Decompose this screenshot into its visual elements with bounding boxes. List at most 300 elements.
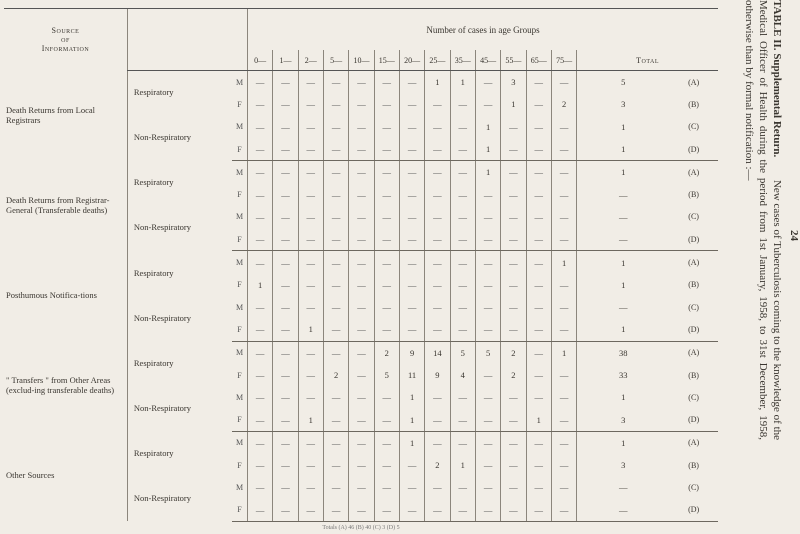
value-cell: — xyxy=(526,364,551,386)
value-cell: — xyxy=(425,499,450,522)
tuberculosis-table xyxy=(4,8,718,534)
value-cell: — xyxy=(273,296,298,318)
value-cell: — xyxy=(273,228,298,251)
sex-cell: F xyxy=(237,370,242,380)
value-cell: — xyxy=(247,341,272,364)
value-cell: — xyxy=(526,138,551,161)
table-row xyxy=(4,251,718,274)
value-cell: — xyxy=(501,386,526,408)
value-cell: 5 xyxy=(450,341,475,364)
age-group-header: 55— xyxy=(501,50,526,71)
category-cell: Respiratory xyxy=(127,341,232,386)
age-group-header: 0— xyxy=(247,50,272,71)
total-cell: — xyxy=(577,296,670,318)
value-cell: — xyxy=(298,183,323,205)
value-cell: — xyxy=(349,93,374,115)
value-cell: — xyxy=(273,183,298,205)
age-group-header: 2— xyxy=(298,50,323,71)
age-group-header: 45— xyxy=(475,50,500,71)
value-cell: — xyxy=(450,251,475,274)
value-cell: — xyxy=(526,228,551,251)
value-cell: — xyxy=(399,161,424,184)
value-cell: — xyxy=(399,499,424,522)
value-cell: — xyxy=(399,183,424,205)
category-cell: Non-Respiratory xyxy=(127,296,232,341)
value-cell: — xyxy=(425,206,450,228)
value-cell: — xyxy=(374,93,399,115)
value-cell: — xyxy=(501,296,526,318)
value-cell: — xyxy=(273,274,298,296)
category-cell: Non-Respiratory xyxy=(127,116,232,161)
value-cell: — xyxy=(349,454,374,476)
value-cell: — xyxy=(450,228,475,251)
value-cell: — xyxy=(551,116,576,138)
value-cell: — xyxy=(475,296,500,318)
total-cell: 1 xyxy=(577,161,670,184)
value-cell: — xyxy=(323,431,348,454)
value-cell: — xyxy=(475,454,500,476)
value-cell: — xyxy=(298,93,323,115)
value-cell: — xyxy=(475,431,500,454)
sex-cell: F xyxy=(232,318,247,341)
value-cell: — xyxy=(425,431,450,454)
value-cell: — xyxy=(349,183,374,205)
value-cell: — xyxy=(349,206,374,228)
code-cell: (C) xyxy=(688,482,699,492)
value-cell: — xyxy=(450,476,475,498)
value-cell: — xyxy=(247,93,272,115)
value-cell: — xyxy=(323,138,348,161)
value-cell: — xyxy=(526,341,551,364)
value-cell: — xyxy=(475,71,500,94)
sex-cell: F xyxy=(237,280,242,290)
sex-cell: M xyxy=(235,482,244,492)
value-cell: — xyxy=(425,116,450,138)
value-cell: 1 xyxy=(475,116,500,138)
sex-cell: M xyxy=(235,77,244,87)
value-cell: — xyxy=(450,408,475,431)
age-groups-header: Number of cases in age Groups xyxy=(247,9,718,51)
value-cell: — xyxy=(399,206,424,228)
value-cell: — xyxy=(450,116,475,138)
value-cell: — xyxy=(551,499,576,522)
table-row xyxy=(4,71,718,94)
value-cell: — xyxy=(425,93,450,115)
value-cell: — xyxy=(551,431,576,454)
value-cell: — xyxy=(551,138,576,161)
value-cell: — xyxy=(273,431,298,454)
value-cell: — xyxy=(501,138,526,161)
value-cell: — xyxy=(247,228,272,251)
value-cell: — xyxy=(247,499,272,522)
value-cell: — xyxy=(349,408,374,431)
value-cell: — xyxy=(323,341,348,364)
value-cell: 9 xyxy=(399,341,424,364)
value-cell: — xyxy=(551,318,576,341)
value-cell: — xyxy=(247,364,272,386)
value-cell: — xyxy=(501,251,526,274)
value-cell: — xyxy=(551,228,576,251)
value-cell: — xyxy=(450,138,475,161)
value-cell: — xyxy=(399,138,424,161)
value-cell: — xyxy=(501,116,526,138)
value-cell: — xyxy=(298,386,323,408)
code-cell: (D) xyxy=(669,228,718,251)
value-cell: — xyxy=(425,408,450,431)
value-cell: 11 xyxy=(399,364,424,386)
sex-cell: M xyxy=(235,122,244,132)
value-cell: — xyxy=(247,431,272,454)
value-cell: — xyxy=(247,116,272,138)
value-cell: — xyxy=(501,183,526,205)
page-number: 24 xyxy=(788,230,800,241)
value-cell: 2 xyxy=(501,364,526,386)
value-cell: — xyxy=(349,499,374,522)
sex-cell: M xyxy=(235,212,244,222)
value-cell: — xyxy=(298,206,323,228)
value-cell: — xyxy=(273,386,298,408)
value-cell: — xyxy=(298,431,323,454)
total-cell: 3 xyxy=(577,454,670,476)
value-cell: — xyxy=(475,93,500,115)
age-group-header: 5— xyxy=(323,50,348,71)
value-cell: — xyxy=(450,183,475,205)
value-cell: — xyxy=(526,71,551,94)
value-cell: — xyxy=(475,364,500,386)
value-cell: — xyxy=(551,183,576,205)
category-cell: Respiratory xyxy=(127,431,232,476)
value-cell: — xyxy=(374,183,399,205)
value-cell: 1 xyxy=(298,318,323,341)
value-cell: — xyxy=(399,296,424,318)
total-cell: — xyxy=(577,499,670,522)
sex-cell: M xyxy=(235,167,244,177)
value-cell: — xyxy=(247,183,272,205)
value-cell: — xyxy=(323,161,348,184)
value-cell: — xyxy=(526,431,551,454)
value-cell: — xyxy=(526,454,551,476)
value-cell: — xyxy=(551,71,576,94)
value-cell: — xyxy=(425,138,450,161)
value-cell: 1 xyxy=(551,251,576,274)
value-cell: — xyxy=(323,116,348,138)
value-cell: — xyxy=(526,296,551,318)
value-cell: — xyxy=(247,318,272,341)
total-cell: 1 xyxy=(577,274,670,296)
value-cell: — xyxy=(349,386,374,408)
value-cell: — xyxy=(374,499,399,522)
total-cell: 1 xyxy=(577,251,670,274)
value-cell: — xyxy=(349,251,374,274)
code-cell: (C) xyxy=(688,302,699,312)
table-row xyxy=(4,161,718,184)
total-cell: — xyxy=(577,476,670,498)
value-cell: — xyxy=(247,71,272,94)
code-cell: (A) xyxy=(688,258,700,268)
value-cell: — xyxy=(298,364,323,386)
value-cell: 1 xyxy=(247,274,272,296)
value-cell: — xyxy=(273,251,298,274)
value-cell: — xyxy=(374,274,399,296)
value-cell: — xyxy=(425,318,450,341)
value-cell: — xyxy=(475,408,500,431)
source-cell: Other Sources xyxy=(6,470,55,481)
value-cell: 1 xyxy=(425,71,450,94)
total-cell: 1 xyxy=(577,386,670,408)
value-cell: 1 xyxy=(399,408,424,431)
value-cell: 5 xyxy=(374,364,399,386)
total-cell: 3 xyxy=(577,408,670,431)
value-cell: — xyxy=(450,386,475,408)
value-cell: — xyxy=(475,251,500,274)
value-cell: — xyxy=(298,274,323,296)
value-cell: — xyxy=(298,251,323,274)
total-header: Total xyxy=(577,50,718,71)
code-cell: (A) xyxy=(688,438,700,448)
value-cell: — xyxy=(247,161,272,184)
age-group-header: 15— xyxy=(374,50,399,71)
value-cell: — xyxy=(298,454,323,476)
age-group-header: 1— xyxy=(273,50,298,71)
value-cell: — xyxy=(323,206,348,228)
code-cell: (C) xyxy=(688,122,699,132)
code-cell: (C) xyxy=(688,212,699,222)
value-cell: — xyxy=(475,274,500,296)
value-cell: 4 xyxy=(450,364,475,386)
value-cell: — xyxy=(298,71,323,94)
total-cell: — xyxy=(577,228,670,251)
total-cell: — xyxy=(577,206,670,228)
value-cell: — xyxy=(374,386,399,408)
value-cell: — xyxy=(374,206,399,228)
value-cell: — xyxy=(323,386,348,408)
value-cell: — xyxy=(374,296,399,318)
value-cell: 1 xyxy=(551,341,576,364)
value-cell: — xyxy=(475,476,500,498)
value-cell: — xyxy=(298,499,323,522)
value-cell: — xyxy=(349,116,374,138)
category-cell: Respiratory xyxy=(127,161,232,206)
value-cell: — xyxy=(247,296,272,318)
age-group-header: 65— xyxy=(526,50,551,71)
value-cell: — xyxy=(273,138,298,161)
value-cell: — xyxy=(501,408,526,431)
category-cell: Non-Respiratory xyxy=(127,476,232,521)
category-cell: Non-Respiratory xyxy=(127,206,232,251)
code-cell: (A) xyxy=(688,167,700,177)
value-cell: — xyxy=(475,228,500,251)
value-cell: — xyxy=(298,296,323,318)
value-cell: — xyxy=(247,454,272,476)
value-cell: — xyxy=(526,386,551,408)
value-cell: — xyxy=(374,161,399,184)
value-cell: 1 xyxy=(450,454,475,476)
value-cell: — xyxy=(273,364,298,386)
value-cell: — xyxy=(323,71,348,94)
source-cell: Death Returns from Local Registrars xyxy=(6,104,95,125)
value-cell: 3 xyxy=(501,71,526,94)
value-cell: — xyxy=(475,206,500,228)
sex-cell: F xyxy=(232,408,247,431)
value-cell: — xyxy=(273,318,298,341)
value-cell: — xyxy=(349,431,374,454)
value-cell: — xyxy=(475,499,500,522)
value-cell: — xyxy=(450,206,475,228)
sex-cell: M xyxy=(235,348,244,358)
code-cell: (D) xyxy=(669,499,718,522)
value-cell: — xyxy=(349,476,374,498)
value-cell: — xyxy=(450,274,475,296)
value-cell: — xyxy=(526,183,551,205)
value-cell: — xyxy=(526,476,551,498)
value-cell: — xyxy=(374,318,399,341)
value-cell: — xyxy=(374,476,399,498)
value-cell: — xyxy=(273,476,298,498)
value-cell: — xyxy=(374,454,399,476)
value-cell: — xyxy=(501,228,526,251)
age-group-header: 75— xyxy=(551,50,576,71)
value-cell: — xyxy=(551,386,576,408)
value-cell: — xyxy=(475,318,500,341)
sex-cell: F xyxy=(237,99,242,109)
value-cell: — xyxy=(450,296,475,318)
value-cell: — xyxy=(501,318,526,341)
value-cell: — xyxy=(551,364,576,386)
value-cell: 1 xyxy=(526,408,551,431)
value-cell: — xyxy=(526,93,551,115)
value-cell: 1 xyxy=(475,138,500,161)
code-cell: (B) xyxy=(688,190,699,200)
value-cell: — xyxy=(273,206,298,228)
value-cell: — xyxy=(501,454,526,476)
value-cell: — xyxy=(526,499,551,522)
value-cell: — xyxy=(399,93,424,115)
value-cell: — xyxy=(425,251,450,274)
value-cell: — xyxy=(323,251,348,274)
value-cell: — xyxy=(273,454,298,476)
value-cell: — xyxy=(501,499,526,522)
code-cell: (D) xyxy=(669,318,718,341)
code-cell: (D) xyxy=(669,408,718,431)
value-cell: — xyxy=(450,318,475,341)
code-cell: (B) xyxy=(688,280,699,290)
age-group-header: 25— xyxy=(425,50,450,71)
sex-cell: F xyxy=(237,190,242,200)
value-cell: — xyxy=(399,318,424,341)
value-cell: 1 xyxy=(399,431,424,454)
value-cell: — xyxy=(475,183,500,205)
value-cell: — xyxy=(526,318,551,341)
value-cell: — xyxy=(273,341,298,364)
age-group-header: 10— xyxy=(349,50,374,71)
value-cell: — xyxy=(501,476,526,498)
value-cell: — xyxy=(273,116,298,138)
category-cell: Respiratory xyxy=(127,71,232,116)
value-cell: — xyxy=(374,408,399,431)
value-cell: — xyxy=(374,116,399,138)
value-cell: — xyxy=(551,296,576,318)
value-cell: 1 xyxy=(399,386,424,408)
value-cell: — xyxy=(349,274,374,296)
value-cell: — xyxy=(298,228,323,251)
sex-cell: F xyxy=(232,499,247,522)
code-cell: (C) xyxy=(688,392,699,402)
value-cell: — xyxy=(323,274,348,296)
sex-cell: M xyxy=(235,392,244,402)
total-cell: — xyxy=(577,183,670,205)
code-cell: (B) xyxy=(688,460,699,470)
value-cell: — xyxy=(323,183,348,205)
value-cell: — xyxy=(526,206,551,228)
value-cell: — xyxy=(526,116,551,138)
source-header: Source of Information xyxy=(4,9,127,71)
code-cell: (B) xyxy=(688,370,699,380)
value-cell: — xyxy=(374,71,399,94)
value-cell: — xyxy=(526,251,551,274)
value-cell: — xyxy=(247,386,272,408)
value-cell: — xyxy=(323,499,348,522)
value-cell: 5 xyxy=(475,341,500,364)
value-cell: — xyxy=(551,476,576,498)
value-cell: — xyxy=(298,161,323,184)
value-cell: — xyxy=(349,318,374,341)
value-cell: — xyxy=(526,161,551,184)
value-cell: — xyxy=(425,228,450,251)
value-cell: — xyxy=(323,93,348,115)
value-cell: — xyxy=(349,71,374,94)
value-cell: — xyxy=(450,499,475,522)
value-cell: — xyxy=(323,476,348,498)
value-cell: — xyxy=(273,499,298,522)
total-cell: 33 xyxy=(577,364,670,386)
value-cell: — xyxy=(450,161,475,184)
value-cell: — xyxy=(399,228,424,251)
code-cell: (D) xyxy=(669,138,718,161)
value-cell: 1 xyxy=(501,93,526,115)
value-cell: 1 xyxy=(475,161,500,184)
value-cell: — xyxy=(349,364,374,386)
total-cell: 5 xyxy=(577,71,670,94)
value-cell: — xyxy=(273,161,298,184)
value-cell: — xyxy=(298,341,323,364)
value-cell: 1 xyxy=(450,71,475,94)
sex-cell: F xyxy=(232,228,247,251)
value-cell: — xyxy=(247,476,272,498)
value-cell: 1 xyxy=(298,408,323,431)
value-cell: 2 xyxy=(374,341,399,364)
value-cell: 2 xyxy=(323,364,348,386)
value-cell: — xyxy=(501,206,526,228)
value-cell: — xyxy=(374,228,399,251)
value-cell: — xyxy=(399,71,424,94)
value-cell: — xyxy=(349,296,374,318)
value-cell: — xyxy=(551,161,576,184)
code-cell: (B) xyxy=(688,99,699,109)
sex-cell: F xyxy=(237,460,242,470)
sex-cell: M xyxy=(235,438,244,448)
value-cell: 14 xyxy=(425,341,450,364)
value-cell: — xyxy=(475,386,500,408)
value-cell: — xyxy=(323,454,348,476)
value-cell: — xyxy=(425,183,450,205)
table-row xyxy=(4,431,718,454)
value-cell: 2 xyxy=(501,341,526,364)
value-cell: — xyxy=(551,274,576,296)
value-cell: — xyxy=(425,274,450,296)
value-cell: — xyxy=(349,138,374,161)
value-cell: — xyxy=(450,93,475,115)
value-cell: — xyxy=(273,93,298,115)
